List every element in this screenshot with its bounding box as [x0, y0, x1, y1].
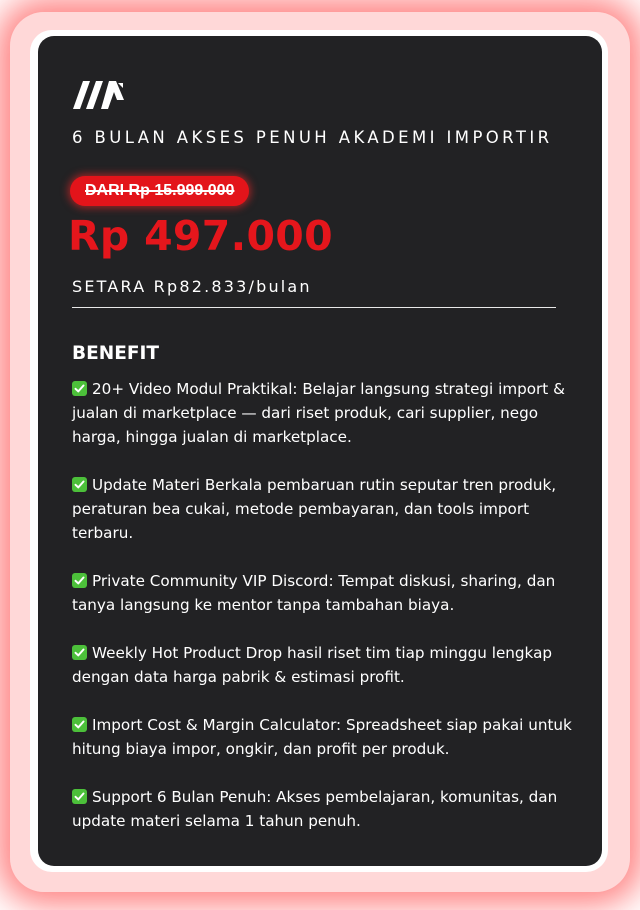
- benefit-text: Weekly Hot Product Drop hasil riset tim tiap minggu lengkap dengan data harga pabrik & estimasi profit.: [72, 644, 553, 686]
- benefit-text: Update Materi Berkala pembaruan rutin seputar tren produk, peraturan bea cukai, metode pembayaran, dan tools import terbaru.: [72, 476, 557, 542]
- check-mark-icon: [72, 789, 87, 804]
- check-mark-icon: [72, 645, 87, 660]
- benefit-item: [72, 473, 577, 545]
- benefit-item: [72, 641, 577, 689]
- benefit-item: [72, 569, 577, 617]
- check-mark-icon: [72, 717, 87, 732]
- check-mark-icon: [72, 477, 87, 492]
- check-mark-icon: [72, 573, 87, 588]
- benefit-item: [72, 377, 577, 449]
- pricing-card: [38, 36, 602, 866]
- brand-logo: [72, 78, 126, 110]
- benefit-item: [72, 713, 577, 761]
- plan-title: 6 BULAN AKSES PENUH AKADEMI IMPORTIR: [72, 128, 553, 147]
- benefit-text: Support 6 Bulan Penuh: Akses pembelajaran, komunitas, dan update materi selama 1 tahun penuh.: [72, 788, 558, 830]
- divider: [72, 307, 556, 308]
- old-price-text: DARI Rp 15.999.000: [85, 182, 235, 199]
- benefit-text: Import Cost & Margin Calculator: Spreadsheet siap pakai untuk hitung biaya impor, ongkir, dan profit per produk.: [72, 716, 572, 758]
- benefit-text: Private Community VIP Discord: Tempat diskusi, sharing, dan tanya langsung ke mentor tanpa tambahan biaya.: [72, 572, 556, 614]
- current-price: Rp 497.000: [68, 212, 333, 260]
- benefit-list: [72, 377, 577, 857]
- monthly-equivalent: SETARA Rp82.833/bulan: [72, 277, 312, 296]
- old-price-badge: [70, 176, 249, 206]
- benefit-item: [72, 785, 577, 833]
- benefit-text: 20+ Video Modul Praktikal: Belajar langsung strategi import & jualan di marketplace — dari riset produk, cari supplier, nego harga, hingga jualan di marketplace.: [72, 380, 565, 446]
- check-mark-icon: [72, 381, 87, 396]
- benefit-heading: BENEFIT: [72, 343, 159, 364]
